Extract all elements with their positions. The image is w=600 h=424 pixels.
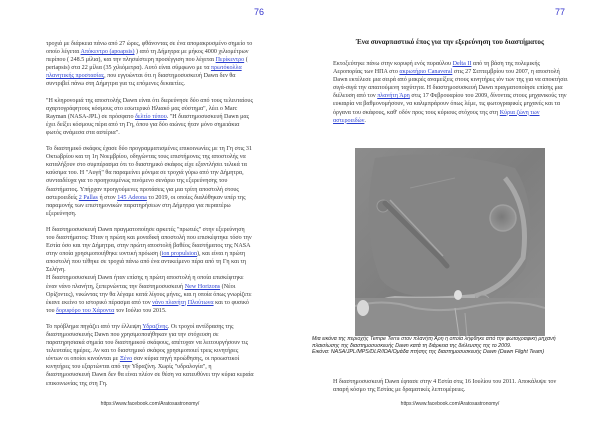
body-text: Το διαστημικό σκάφος έχασε δύο προγραμματισμένες επικοινωνίες με τη Γη στις 31 Οκτωβρίου και τη 1η Νοεμβρίου, οδηγώντας τους επιστήμονες της αποστολής να καταλήξουν στο συμπέρασμα ότι το διαστημικό σκάφος είχε εξαντλήσει τελικά τα καύσιμα του. Η "Αυγή" θα παραμείνει μόνιμα σε τροχιά γύρω από την Δήμητρα, συνταιδέυχα για το προηγουμένως πινόμενο σενάριο της εξερεύνησης του διαστήματος. Υπήρχαν προηγούμενες προτάσεις για μια τρίτη αποστολή στους αστεροειδείς (46, 146, 253, 201)
inline-link[interactable]: Delta II (452, 61, 472, 67)
inline-link[interactable]: δορυφόρο του Χάροντα (56, 307, 115, 314)
inline-link[interactable]: Απόκεντρο (apoapsis) (80, 49, 135, 56)
article-title: Ένα συναρπαστικό έπος για την εξερεύνηση του διαστήματος (355, 38, 545, 46)
body-text: . Οι τροχοί αντίδρασης της διαστημοσυσκευής Dawn που χρησιμοποιήθηκαν για την στόχευση σε παρατηρησιακά σημεία του διαστημικού σκάφους, απέτυχαν να λειτουργήσουν τις τελευταίες ημέρες. Αν και το διαστημικό σκάφος χρησιμοποιεί τρεις κινητήρες ιόντων οι οποίοι κινούνται με (46, 323, 249, 363)
body-text: και το φυσικό του (46, 299, 249, 314)
paragraph (46, 145, 254, 218)
paragraph (46, 226, 254, 275)
paragraph (46, 274, 254, 314)
paragraph (46, 40, 254, 89)
body-text: . "Η διαστημοσυσκευή Dawn μας έχει δείξει κόσμους πέρα από τη Γη, όπου για δύο αιώνες ήταν μόνο σημειάκια φωτός ανάμεσα στα αστέρια". (46, 113, 250, 136)
inline-link[interactable]: πλανήτη Άρη (377, 93, 410, 100)
body-text: τροχιά με διάρκεια πάνω από 27 ώρες, φθάνοντας σε ένα απομακρυσμένο σημείο το οποίο λέγεται (46, 41, 253, 56)
body-text: ή στον (97, 194, 118, 201)
body-text: ) από τη Δήμητρα με μήκος 4000 χιλιομέτρων περίπου ( 248.5 μίλια), και την πλησιέστερη προσέγγιση που λέγεται (46, 49, 249, 64)
body-text: . (364, 117, 366, 124)
paragraph (46, 323, 254, 388)
caption-text: Μια εικόνα της περιοχής Tempe Terra στον πλανήτη Άρη η οποία λήφθηκε από την φωτογραφική μηχανή πλαισίωσης της διαστημοσυσκευής Dawn κατά τη διάρκεια της διέλευσης της το 2009. (312, 336, 556, 349)
body-text: , που εγγυώνται ότι η διαστημοσυσκευή Dawn δεν θα συντριβεί πάνω στη Δήμητρα για τις επόμενες δεκαετίες. (46, 73, 236, 88)
figure-caption (312, 336, 562, 356)
right-page (300, 0, 600, 424)
body-text: Η διαστημοσυσκευή Dawn πραγματοποίησε αρκετές "πρωτιές" στην εξερεύνηση του διαστήματος: Ήταν η πρώτη και μοναδική αποστολή που επισκέφτηκε τόσο την Εστία όσο και την Δήμητρα, στην πρώτη αποστολή βαθέος διαστήματος της NASA στην οποία χρησιμοποιήθηκε ιοντική πρόωση ( (46, 226, 252, 258)
body-text: στις 17 Φεβρουαρίου του 2009, δίνοντας στους μηχανικούς την ευκαιρία να βαθμονομήσουν, να καλιμπράρουν όπως λέμε, τις φωτογραφικές μηχανές και τα όργανα του σκάφους, καθ' οδόν προς τους κύριους στόχους της στη (333, 93, 567, 116)
body-text: από τη βάση της πολεμικής Αεροπορίας των ΗΠΑ στο (333, 61, 540, 76)
inline-link[interactable]: πρωτόκολλα πλανητικής προστασίας (46, 65, 242, 80)
inline-link[interactable]: ακρωτήριο Canaveral (399, 69, 453, 76)
inline-link[interactable]: 2 Pallas (78, 194, 98, 201)
body-text: (Νέοι Ορίζοντες), νικώντας την θα λέγαμε κατά λίγους μήνες, και η οποία όπως γνωρίζετε έκανε εκείνο το ιστορικό πέρασμα από τον (46, 283, 252, 306)
footer-url[interactable]: https://www.facebook.com/Aratosastronomy/ (400, 401, 500, 407)
inline-link[interactable]: 145 Adeona (117, 194, 147, 201)
body-text: ), και είναι η πρώτη αποστολή που τέθηκε σε τροχιά πάνω από ένα αντικείμενο πέρα από τη Γη και τη Σελήνη. (46, 251, 247, 274)
body-text: ( periapsis) στα 22 μίλια (35 χιλιόμετρα). Αυτό είναι σύμφωνο με τα (46, 57, 248, 72)
body-text: σαν κύρια πηγή προώθησης, οι προωστικοί κινητήρες του εξαρτώνται από την Υδραζίνη. Χωρίς "υδραλογία", η διαστημοσυσκευή Dawn δεν θα είναι πλέον σε θέση να κατευθύνει την κύρια κεραία επικοινωνίας της στη Γη. (46, 356, 254, 387)
body-text: "Η κληρονομιά της αποστολής Dawn είναι ότι διερεύνησε δύο από τους τελευταίους αχαρτογράφητους κόσμους στο εσωτερικό Ηλιακό μας σύστημα", λέει ο Marc Rayman (NASA-JPL) σε πρόσφατο (46, 97, 253, 120)
footer-url[interactable]: https://www.facebook.com/Aratosastronomy/ (100, 401, 200, 407)
inline-link[interactable]: νάνο πλανήτη Πλούτωνα (152, 299, 214, 306)
paragraph (46, 97, 254, 137)
body-text: Εκτοξεύτηκε πάνω στην κορυφή ενός πυραύλου (333, 61, 453, 67)
body-text: στις 27 Σεπτεμβρίου του 2007, η αποστολή Dawn εκτέλεσε μια σειρά από μακρές αναμείξεις στους κινητήρες ιόν των της για να αποκτήσει σιγά-σιγά την απαιτούμενη ταχύτητα. Η διαστημοσυσκευή Dawn πραγματοποίησε επίσης μια διέλευση από τον (333, 69, 568, 100)
inline-link[interactable]: δελτίο τύπου (135, 113, 167, 120)
body-text: Η διαστημοσυσκευή Dawn ήταν επίσης η πρώτη αποστολή η οποία επισκέφτηκε έναν νάνο πλανήτη, ξεπερνώντας την διαστημοσυσκευή (46, 275, 244, 290)
caption-credit: Εικόνα: NASA/JPL/MPS/DLR/IDA/Ομάδα πτήσης της διαστημοσυσκευής Dawn (Dawn Flight Team) (312, 349, 545, 356)
inline-link[interactable]: ion propulsion (161, 251, 198, 258)
inline-link[interactable]: New Horizons (184, 283, 221, 290)
inline-link[interactable]: Περίκεντρο (215, 57, 245, 64)
page-number: 77 (555, 7, 566, 17)
inline-link[interactable]: Ξένο (119, 356, 133, 363)
body-text: το 2019, οι οποίες διαλύθηκαν υπέρ της παραμονής των επιστημονικών παρατηρήσεων στη Δήμητρα για περαιτέρω εξερεύνηση. (46, 194, 246, 217)
body-text: τον Ιούλιο του 2015. (114, 307, 167, 314)
inline-link[interactable]: Υδραζίνης (142, 323, 168, 330)
intro-paragraph (333, 60, 569, 125)
left-page-body (46, 40, 254, 396)
closing-paragraph: Η διαστημοσυσκευή Dawn έφτασε στην 4 Εστία στις 16 Ιουλίου του 2011. Αποκάλυψε τον απαρή κόσμο της Εστίας με δραματικές λεπτομέρειες. (333, 379, 557, 394)
mars-tempe-terra-image (355, 148, 545, 336)
body-text: Το πρόβλημα πηγάζει από την έλλειψη (46, 323, 143, 330)
inline-link[interactable]: Κύρια ζώνη των αστεροειδών (333, 109, 540, 124)
page-number: 76 (254, 7, 265, 17)
